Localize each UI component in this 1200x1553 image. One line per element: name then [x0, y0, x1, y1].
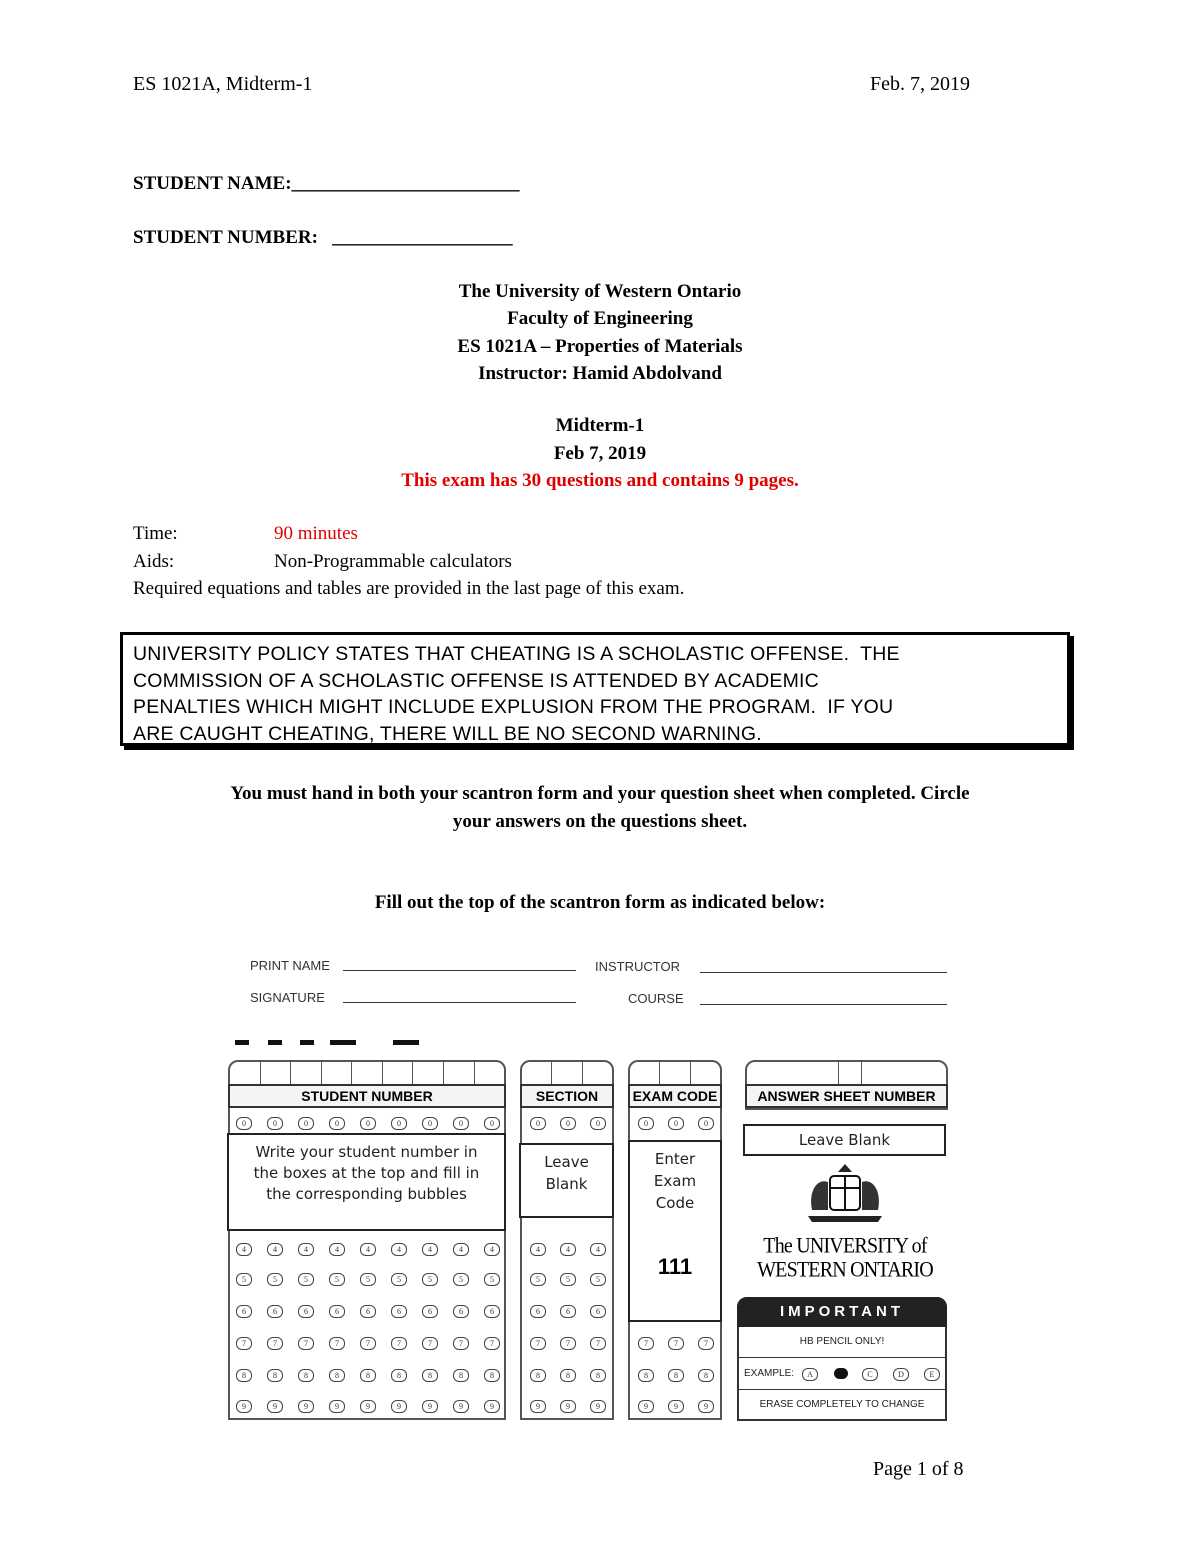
course-label: COURSE	[628, 991, 684, 1006]
section-title: SECTION	[520, 1084, 614, 1108]
print-name-label: PRINT NAME	[250, 958, 330, 973]
timing-mark	[393, 1040, 419, 1045]
student-bubble[interactable]: 0	[360, 1117, 376, 1130]
section-note-line-2: Blank	[545, 1175, 588, 1193]
section-bubble[interactable]: 7	[560, 1337, 576, 1350]
student-bubble[interactable]: 9	[360, 1400, 376, 1413]
student-bubble[interactable]: 0	[236, 1117, 252, 1130]
student-bubble[interactable]: 9	[267, 1400, 283, 1413]
student-bubble[interactable]: 7	[422, 1337, 438, 1350]
print-name-line[interactable]	[343, 970, 576, 971]
instructor-title: Instructor: Hamid Abdolvand	[478, 363, 722, 384]
section-bubble[interactable]: 5	[590, 1273, 606, 1286]
student-bubble[interactable]: 8	[329, 1369, 345, 1382]
student-bubble[interactable]: 4	[422, 1243, 438, 1256]
important-divider	[737, 1389, 947, 1390]
exam-code-note-box	[628, 1140, 722, 1322]
student-bubble[interactable]: 5	[360, 1273, 376, 1286]
exam-note-line-3: Code	[655, 1194, 695, 1212]
section-panel	[520, 1060, 614, 1420]
student-bubble[interactable]: 5	[267, 1273, 283, 1286]
signature-label: SIGNATURE	[250, 990, 325, 1005]
student-bubble[interactable]: 7	[298, 1337, 314, 1350]
student-bubble[interactable]: 5	[422, 1273, 438, 1286]
student-note-line-2: the boxes at the top and fill in	[253, 1164, 480, 1182]
example-bubble-a: A	[802, 1368, 818, 1381]
student-bubble[interactable]: 6	[422, 1305, 438, 1318]
section-bubble[interactable]: 9	[560, 1400, 576, 1413]
student-bubble[interactable]: 0	[298, 1117, 314, 1130]
student-bubble[interactable]: 4	[484, 1243, 500, 1256]
section-bubble[interactable]: 9	[530, 1400, 546, 1413]
student-name-field[interactable]: STUDENT NAME:________________________	[133, 173, 520, 194]
example-bubble-d: D	[893, 1368, 909, 1381]
section-bubble[interactable]: 9	[590, 1400, 606, 1413]
student-bubble[interactable]: 9	[329, 1400, 345, 1413]
section-bubble[interactable]: 8	[530, 1369, 546, 1382]
student-bubble[interactable]: 7	[391, 1337, 407, 1350]
student-bubble[interactable]: 7	[329, 1337, 345, 1350]
student-number-field[interactable]: STUDENT NUMBER: ___________________	[133, 227, 513, 248]
required-note: Required equations and tables are provided in the last page of this exam.	[133, 578, 685, 599]
timing-mark	[300, 1040, 314, 1045]
student-bubble[interactable]: 9	[391, 1400, 407, 1413]
section-bubble[interactable]: 4	[560, 1243, 576, 1256]
section-bubble[interactable]: 5	[560, 1273, 576, 1286]
student-bubble[interactable]: 0	[484, 1117, 500, 1130]
exam-note-line-1: Enter	[654, 1150, 696, 1168]
exam-note-line-2: Exam	[653, 1172, 697, 1190]
example-filled-bubble	[834, 1368, 848, 1379]
section-bubble[interactable]: 6	[560, 1305, 576, 1318]
student-bubble[interactable]: 4	[453, 1243, 469, 1256]
exam-bubble[interactable]: 0	[638, 1117, 654, 1130]
course-title: ES 1021A – Properties of Materials	[457, 336, 743, 357]
student-bubble[interactable]: 7	[453, 1337, 469, 1350]
student-bubble[interactable]: 9	[298, 1400, 314, 1413]
hand-in-line-1: You must hand in both your scantron form and your question sheet when completed. Circle	[230, 783, 970, 804]
faculty-title: Faculty of Engineering	[507, 308, 693, 329]
student-bubble[interactable]: 8	[453, 1369, 469, 1382]
exam-date: Feb 7, 2019	[553, 443, 647, 464]
student-bubble[interactable]: 6	[298, 1305, 314, 1318]
student-number-boxes[interactable]	[230, 1062, 504, 1084]
header-right: Feb. 7, 2019	[870, 73, 970, 95]
student-bubble[interactable]: 6	[360, 1305, 376, 1318]
example-bubble-c: C	[862, 1368, 878, 1381]
student-bubble[interactable]: 6	[391, 1305, 407, 1318]
student-bubble[interactable]: 5	[236, 1273, 252, 1286]
section-bubble[interactable]: 7	[530, 1337, 546, 1350]
section-bubble[interactable]: 0	[530, 1117, 546, 1130]
student-bubble[interactable]: 8	[236, 1369, 252, 1382]
section-boxes	[522, 1062, 612, 1084]
student-bubble[interactable]: 8	[484, 1369, 500, 1382]
answer-sheet-title: ANSWER SHEET NUMBER	[745, 1084, 948, 1108]
exam-bubble[interactable]: 7	[638, 1337, 654, 1350]
erase-note: ERASE COMPLETELY TO CHANGE	[759, 1399, 925, 1410]
student-bubble[interactable]: 4	[267, 1243, 283, 1256]
exam-notice: This exam has 30 questions and contains 9 pages.	[401, 470, 799, 491]
student-number-note-box	[227, 1133, 506, 1231]
section-bubble[interactable]: 6	[530, 1305, 546, 1318]
university-logo-line-2: WESTERN ONTARIO	[757, 1257, 933, 1283]
section-note-box	[519, 1143, 614, 1218]
student-bubble[interactable]: 4	[391, 1243, 407, 1256]
section-bubble[interactable]: 4	[530, 1243, 546, 1256]
student-bubble[interactable]: 6	[329, 1305, 345, 1318]
student-bubble[interactable]: 0	[453, 1117, 469, 1130]
student-bubble[interactable]: 6	[484, 1305, 500, 1318]
signature-line[interactable]	[343, 1002, 576, 1003]
example-label: EXAMPLE:	[744, 1368, 795, 1379]
exam-code-boxes[interactable]	[630, 1062, 720, 1084]
student-number-title: STUDENT NUMBER	[228, 1084, 506, 1108]
student-bubble[interactable]: 7	[484, 1337, 500, 1350]
student-number-panel	[228, 1060, 506, 1420]
page-number: Page 1 of 8	[873, 1458, 964, 1480]
student-bubble[interactable]: 9	[453, 1400, 469, 1413]
exam-bubble[interactable]: 9	[668, 1400, 684, 1413]
student-bubble[interactable]: 5	[391, 1273, 407, 1286]
instructor-label: INSTRUCTOR	[595, 959, 680, 974]
student-bubble[interactable]: 5	[329, 1273, 345, 1286]
policy-line-1: UNIVERSITY POLICY STATES THAT CHEATING IS A SCHOLASTIC OFFENSE. THE	[133, 643, 900, 665]
student-note-line-1: Write your student number in	[255, 1143, 478, 1161]
exam-title: Midterm-1	[555, 415, 645, 436]
important-banner: IMPORTANT	[737, 1297, 947, 1327]
important-divider	[737, 1357, 947, 1358]
exam-bubble[interactable]: 0	[698, 1117, 714, 1130]
student-bubble[interactable]: 4	[236, 1243, 252, 1256]
university-crest-icon	[800, 1160, 890, 1230]
student-bubble[interactable]: 8	[298, 1369, 314, 1382]
time-value: 90 minutes	[274, 523, 358, 544]
aids-value: Non-Programmable calculators	[274, 551, 512, 572]
exam-bubble[interactable]: 8	[698, 1369, 714, 1382]
section-bubble[interactable]: 0	[560, 1117, 576, 1130]
student-bubble[interactable]: 6	[236, 1305, 252, 1318]
exam-code-title: EXAM CODE	[628, 1084, 722, 1108]
exam-bubble[interactable]: 9	[698, 1400, 714, 1413]
hand-in-line-2: your answers on the questions sheet.	[452, 811, 748, 832]
student-bubble[interactable]: 9	[484, 1400, 500, 1413]
section-bubble[interactable]: 6	[590, 1305, 606, 1318]
timing-mark	[235, 1040, 249, 1045]
exam-bubble[interactable]: 8	[638, 1369, 654, 1382]
timing-mark	[330, 1040, 356, 1045]
section-bubble[interactable]: 5	[530, 1273, 546, 1286]
answer-sheet-note-box	[743, 1124, 946, 1156]
student-bubble[interactable]: 7	[267, 1337, 283, 1350]
student-bubble[interactable]: 6	[453, 1305, 469, 1318]
section-bubble[interactable]: 4	[590, 1243, 606, 1256]
exam-bubble[interactable]: 0	[668, 1117, 684, 1130]
student-bubble[interactable]: 4	[298, 1243, 314, 1256]
section-bubble[interactable]: 7	[590, 1337, 606, 1350]
exam-bubble[interactable]: 8	[668, 1369, 684, 1382]
student-bubble[interactable]: 7	[360, 1337, 376, 1350]
section-bubble[interactable]: 0	[590, 1117, 606, 1130]
header-left: ES 1021A, Midterm-1	[133, 73, 313, 95]
student-bubble[interactable]: 0	[391, 1117, 407, 1130]
instructor-line[interactable]	[700, 972, 947, 973]
course-line[interactable]	[700, 1004, 947, 1005]
student-bubble[interactable]: 6	[267, 1305, 283, 1318]
fill-out-instruction: Fill out the top of the scantron form as indicated below:	[374, 892, 826, 913]
student-bubble[interactable]: 5	[484, 1273, 500, 1286]
answer-sheet-note: Leave Blank	[798, 1131, 891, 1149]
student-bubble[interactable]: 4	[329, 1243, 345, 1256]
student-bubble[interactable]: 5	[298, 1273, 314, 1286]
policy-line-3: PENALTIES WHICH MIGHT INCLUDE EXPLUSION FROM THE PROGRAM. IF YOU	[133, 696, 894, 718]
university-logo-line-1: The UNIVERSITY of	[763, 1233, 927, 1259]
section-bubble[interactable]: 8	[590, 1369, 606, 1382]
student-bubble[interactable]: 9	[236, 1400, 252, 1413]
answer-sheet-box	[838, 1062, 862, 1084]
exam-bubble[interactable]: 7	[668, 1337, 684, 1350]
student-bubble[interactable]: 5	[453, 1273, 469, 1286]
exam-bubble[interactable]: 9	[638, 1400, 654, 1413]
aids-label: Aids:	[133, 551, 175, 572]
student-bubble[interactable]: 4	[360, 1243, 376, 1256]
student-note-line-3: the corresponding bubbles	[266, 1185, 467, 1203]
student-bubble[interactable]: 8	[422, 1369, 438, 1382]
hb-pencil-note: HB PENCIL ONLY!	[799, 1336, 885, 1347]
exam-bubble[interactable]: 7	[698, 1337, 714, 1350]
example-bubble-e: E	[924, 1368, 940, 1381]
policy-box	[120, 632, 1070, 746]
student-bubble[interactable]: 0	[267, 1117, 283, 1130]
timing-mark	[268, 1040, 282, 1045]
policy-line-2: COMMISSION OF A SCHOLASTIC OFFENSE IS ATTENDED BY ACADEMIC	[133, 669, 819, 692]
student-bubble[interactable]: 9	[422, 1400, 438, 1413]
university-title: The University of Western Ontario	[458, 281, 742, 302]
exam-code-value: 111	[657, 1254, 693, 1279]
student-bubble[interactable]: 8	[360, 1369, 376, 1382]
policy-line-4: ARE CAUGHT CHEATING, THERE WILL BE NO SECOND WARNING.	[133, 722, 762, 745]
section-bubble[interactable]: 8	[560, 1369, 576, 1382]
student-bubble[interactable]: 0	[422, 1117, 438, 1130]
time-label: Time:	[133, 523, 178, 544]
section-note-line-1: Leave	[544, 1153, 589, 1171]
student-bubble[interactable]: 0	[329, 1117, 345, 1130]
student-bubble[interactable]: 7	[236, 1337, 252, 1350]
student-bubble[interactable]: 8	[267, 1369, 283, 1382]
student-bubble[interactable]: 8	[391, 1369, 407, 1382]
